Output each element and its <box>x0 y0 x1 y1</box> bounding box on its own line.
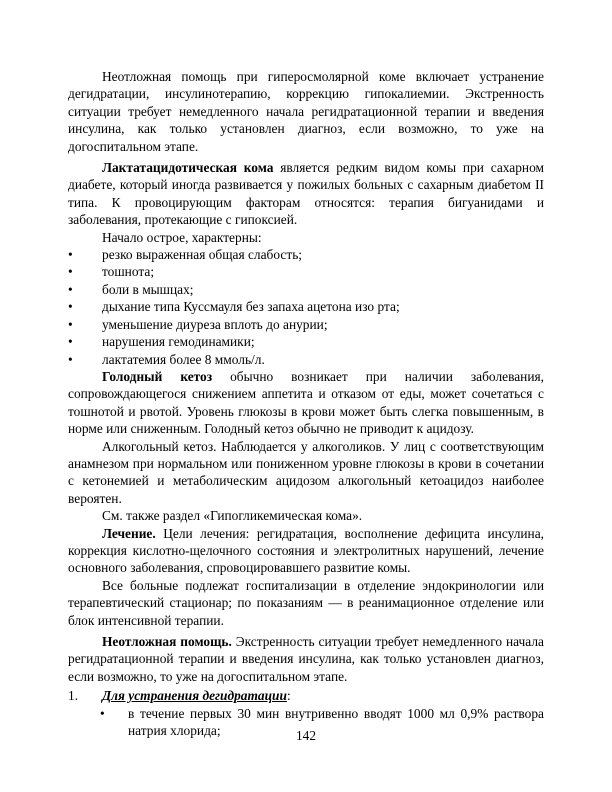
lactate-coma-text: является редким видом комы при сахарном диабете, который иногда развивается у пожилых больных с сахарным диабетом II типа. К провоцирующим факторам относятся: терапия бигуанидами и заболевания, протекающие с гипоксией. <box>68 160 544 228</box>
list-item <box>68 298 544 315</box>
list-item-text: боли в мышцах; <box>102 281 194 297</box>
item-heading: Для устранения дегидратации <box>102 688 287 704</box>
term-emergency-care: Неотложная помощь. <box>102 634 232 649</box>
paragraph-alcoholic-ketosis: Алкогольный кетоз. Наблюдается у алкоголиков. У лиц с соответствующим анамнезом при нормальном или пониженном уровне глюкозы в крови в сочетании с кетонемией и метаболическим ацидозом алкогольный кетоацидоз наиболее вероятен. <box>68 438 544 506</box>
bullet-icon: • <box>68 299 73 315</box>
list-item-text: дыхание типа Куссмауля без запаха ацетона изо рта; <box>102 299 400 315</box>
item-heading-colon: : <box>286 688 291 704</box>
treatment-text: Цели лечения: регидратация, восполнение дефицита инсулина, коррекция кислотно-щелочного состояния и электролитных нарушений, лечение основного заболевания, спровоцировавшего развитие комы. <box>68 525 544 576</box>
bullet-icon: • <box>68 247 73 263</box>
bullet-icon: • <box>68 281 73 297</box>
paragraph-lactate-coma <box>68 159 544 229</box>
list-item <box>68 333 544 350</box>
term-starvation-ketosis: Голодный кетоз <box>102 368 213 384</box>
emergency-care-text: Экстренность ситуации требует немедленного начала регидратационной терапии и введения инсулина, как только установлен диагноз, если возможно, то уже на догоспитальном этапе. <box>68 634 544 684</box>
paragraph-hospitalization: Все больные подлежат госпитализации в отделение эндокринологии или терапевтический стационар; по показаниям — в реанимационное отделение или блок интенсивной терапии. <box>68 577 544 628</box>
numbered-item-dehydration <box>68 687 544 704</box>
list-item <box>68 281 544 298</box>
list-item <box>68 263 544 280</box>
paragraph-treatment <box>68 525 544 577</box>
list-item-text: лактатемия более 8 ммоль/л. <box>102 351 265 367</box>
list-item-text: уменьшение диуреза вплоть до анурии; <box>102 316 328 332</box>
bullet-icon: • <box>68 316 73 332</box>
page-number: 142 <box>295 728 317 743</box>
list-item-text: резко выраженная общая слабость; <box>102 247 303 263</box>
paragraph-starvation-ketosis <box>68 368 544 438</box>
term-treatment: Лечение. <box>102 525 156 541</box>
list-item-text: нарушения гемодинамики; <box>102 334 255 350</box>
starvation-ketosis-text: обычно возникает при наличии заболевания, сопровождающегося снижением аппетита и отказом от еды, может сочетаться с тошнотой и рвотой. Уровень глюкозы в крови может быть слегка повышенным, в норме или сниженным. Голодный кетоз обычно не приводит к ацидозу. <box>68 368 544 437</box>
list-item-text: в течение первых 30 мин внутривенно вводят 1000 мл 0,9% раствора натрия хлорида; <box>128 705 544 739</box>
paragraph-emergency-care <box>68 633 544 685</box>
list-item <box>68 351 544 368</box>
bullet-icon: • <box>68 264 73 280</box>
list-item <box>68 316 544 333</box>
list-item <box>68 246 544 263</box>
symptom-list <box>68 246 544 368</box>
bullet-icon: • <box>68 351 73 367</box>
term-lactate-coma: Лактатацидотическая кома <box>102 160 274 176</box>
page-content <box>68 68 544 739</box>
bullet-icon: • <box>100 705 105 721</box>
bullet-icon: • <box>68 334 73 350</box>
item-number: 1. <box>68 688 79 704</box>
paragraph-see-also: См. также раздел «Гипогликемическая кома». <box>102 508 363 524</box>
paragraph-hyperosmolar-care: Неотложная помощь при гиперосмолярной коме включает устранение дегидратации, инсулинотерапию, коррекцию гипокалиемии. Экстренность ситуации требует немедленного начала регидратационной терапии и введения инсулина, как только установлен диагноз, если возможно, то уже на догоспитальном этапе. <box>68 69 544 154</box>
paragraph-onset: Начало острое, характерны: <box>102 229 262 245</box>
list-item-text: тошнота; <box>102 264 155 280</box>
